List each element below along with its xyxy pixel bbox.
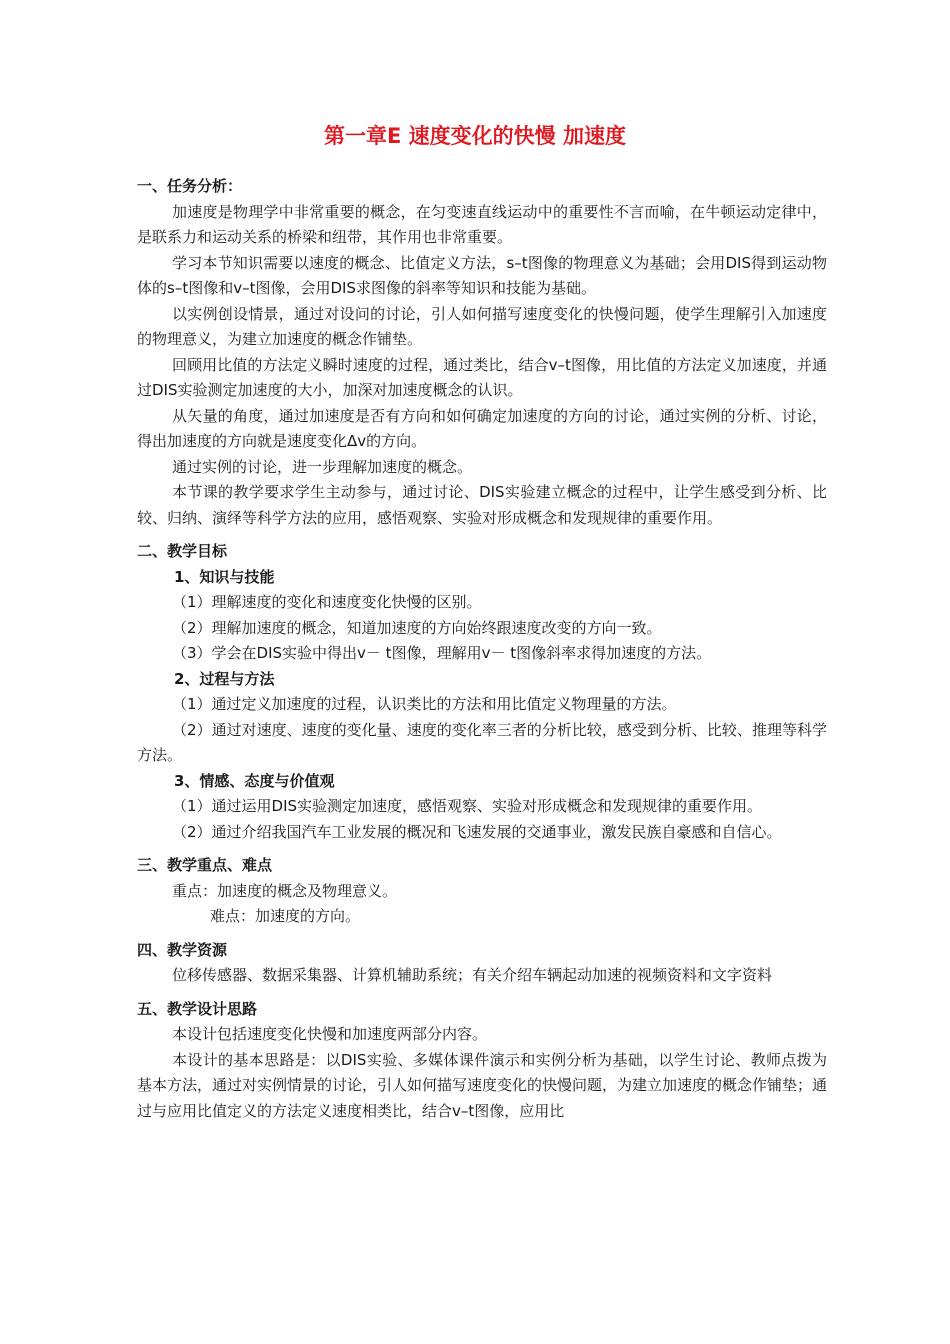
- goal-item: （3）学会在DIS实验中得出v－ t图像，理解用v－ t图像斜率求得加速度的方法。: [172, 644, 712, 662]
- goal-item: （2）通过对速度、速度的变化量、速度的变化率三者的分析比较，感受到分析、比较、推理等科学方法。: [137, 720, 827, 764]
- paragraph: 以实例创设情景，通过对设问的讨论，引人如何描写速度变化的快慢问题，使学生理解引入加速度的物理意义，为建立加速度的概念作铺垫。: [137, 304, 827, 348]
- paragraph: 本设计的基本思路是：以DIS实验、多媒体课件演示和实例分析为基础，以学生讨论、教师点拨为基本方法，通过对实例情景的讨论，引人如何描写速度变化的快慢问题，为建立加速度的概念作铺垫；通过与应用比值定义的方法定义速度相类比，结合v–t图像，应用比: [137, 1050, 828, 1120]
- goal-item: （1）通过运用DIS实验测定加速度，感悟观察、实验对形成概念和发现规律的重要作用。: [172, 797, 763, 815]
- goal-item: （1）通过定义加速度的过程，认识类比的方法和用比值定义物理量的方法。: [172, 695, 677, 713]
- paragraph: 本设计包括速度变化快慢和加速度两部分内容。: [172, 1025, 488, 1043]
- paragraph: 位移传感器、数据采集器、计算机辅助系统；有关介绍车辆起动加速的视频资料和文字资料: [172, 966, 773, 984]
- paragraph: 学习本节知识需要以速度的概念、比值定义方法，s–t图像的物理意义为基础；会用DIS得到运动物体的s–t图像和v–t图像，会用DIS求图像的斜率等知识和技能为基础。: [137, 253, 827, 297]
- subheading-emotion-values: 3、情感、态度与价值观: [174, 771, 335, 790]
- key-point: 重点：加速度的概念及物理意义。: [172, 881, 398, 900]
- goal-item: （2）理解加速度的概念，知道加速度的方向始终跟速度改变的方向一致。: [172, 618, 662, 637]
- paragraph: 本节课的教学要求学生主动参与，通过讨论、DIS实验建立概念的过程中，让学生感受到分析、比较、归纳、演绎等科学方法的应用，感悟观察、实验对形成概念和发现规律的重要作用。: [137, 483, 827, 527]
- goal-item: （2）通过介绍我国汽车工业发展的概况和飞速发展的交通事业，激发民族自豪感和自信心。: [172, 822, 782, 841]
- subheading-knowledge-skills: 1、知识与技能: [174, 567, 275, 586]
- difficult-point: 难点：加速度的方向。: [210, 907, 361, 925]
- paragraph: 回顾用比值的方法定义瞬时速度的过程，通过类比，结合v–t图像，用比值的方法定义加速度，并通过DIS实验测定加速度的大小，加深对加速度概念的认识。: [137, 355, 827, 399]
- subheading-process-methods: 2、过程与方法: [174, 669, 275, 688]
- section-heading-teaching-goals: 二、教学目标: [137, 542, 228, 560]
- section-heading-task-analysis: 一、任务分析：: [137, 177, 243, 195]
- paragraph: 加速度是物理学中非常重要的概念，在匀变速直线运动中的重要性不言而喻，在牛顿运动定律中，是联系力和运动关系的桥梁和纽带，其作用也非常重要。: [137, 202, 827, 246]
- paragraph: 通过实例的讨论，进一步理解加速度的概念。: [172, 457, 473, 476]
- section-heading-resources: 四、教学资源: [137, 940, 228, 959]
- section-heading-key-difficult: 三、教学重点、难点: [137, 856, 273, 874]
- goal-item: （1）理解速度的变化和速度变化快慢的区别。: [172, 593, 482, 611]
- page-title: 第一章E 速度变化的快慢 加速度: [324, 124, 626, 148]
- paragraph: 从矢量的角度，通过加速度是否有方向和如何确定加速度的方向的讨论，通过实例的分析、讨论，得出加速度的方向就是速度变化Δv的方向。: [137, 406, 827, 450]
- section-heading-design-ideas: 五、教学设计思路: [137, 999, 258, 1018]
- document-body: [137, 174, 827, 1124]
